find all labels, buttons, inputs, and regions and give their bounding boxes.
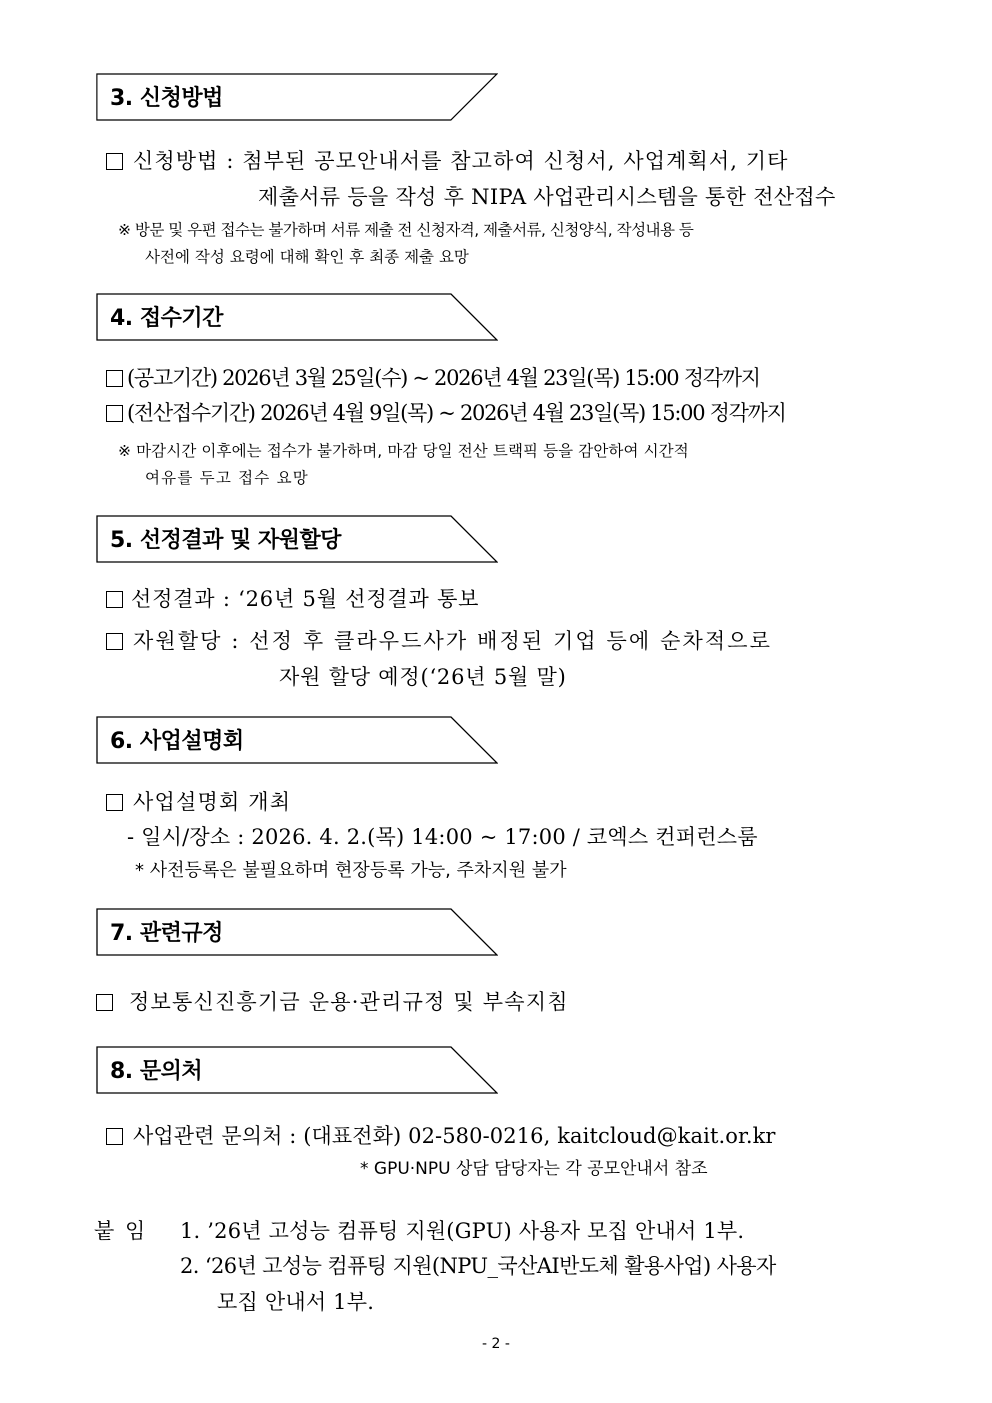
- checklist-item: [106, 583, 479, 613]
- note: ※ 마감시간 이후에는 접수가 불가하며, 마감 당일 전산 트랙픽 등을 감안하여 시간적: [118, 442, 689, 460]
- section-title: 7. 관련규정: [110, 921, 223, 946]
- checkbox-icon: [106, 370, 123, 387]
- item-text: 사업관련 문의처 : (대표전화) 02-580-0216, kaitcloud@kait.or.kr: [133, 1124, 776, 1148]
- sub-item: - 일시/장소 : 2026. 4. 2.(목) 14:00 ~ 17:00 / 코엑스 컨퍼런스룸: [127, 825, 758, 849]
- checkbox-icon: [96, 994, 113, 1011]
- section-header-8: [96, 1046, 498, 1094]
- section-title: 3. 신청방법: [110, 86, 223, 111]
- attachment-item-continuation: 모집 안내서 1부.: [217, 1290, 375, 1314]
- checkbox-icon: [106, 153, 123, 170]
- sub-note: * 사전등록은 불필요하며 현장등록 가능, 주차지원 불가: [135, 860, 567, 881]
- checklist-item: [106, 1120, 776, 1150]
- section-title: 5. 선정결과 및 자원할당: [110, 528, 341, 553]
- checklist-item: [106, 786, 291, 816]
- item-text: (전산접수기간) 2026년 4월 9일(목) ~ 2026년 4월 23일(목) 15:00 정각까지: [127, 401, 786, 425]
- item-text: 선정결과 : ‘26년 5월 선정결과 통보: [131, 587, 480, 611]
- section-header-7: [96, 908, 498, 956]
- checklist-item: [96, 986, 569, 1016]
- checkbox-icon: [106, 794, 123, 811]
- item-continuation: 자원 할당 예정(‘26년 5월 말): [279, 665, 567, 689]
- checkbox-icon: [106, 1128, 123, 1145]
- sub-note: * GPU·NPU 상담 담당자는 각 공모안내서 참조: [360, 1159, 708, 1179]
- section-title: 4. 접수기간: [110, 306, 223, 331]
- checklist-item: [106, 397, 786, 427]
- section-header-4: [96, 293, 498, 341]
- note-continuation: 여유를 두고 접수 요망: [145, 469, 309, 487]
- note-continuation: 사전에 작성 요령에 대해 확인 후 최종 제출 요망: [145, 248, 469, 266]
- section-header-5: [96, 515, 498, 563]
- section-header-6: [96, 716, 498, 764]
- attachment-item: 1. ’26년 고성능 컴퓨팅 지원(GPU) 사용자 모집 안내서 1부.: [180, 1219, 745, 1243]
- checkbox-icon: [106, 633, 123, 650]
- checklist-item: [106, 145, 789, 175]
- attachments-label: 붙 임: [94, 1219, 148, 1243]
- item-text: 신청방법 : 첨부된 공모안내서를 참고하여 신청서, 사업계획서, 기타: [133, 149, 789, 173]
- attachment-item: 2. ‘26년 고성능 컴퓨팅 지원(NPU_국산AI반도체 활용사업) 사용자: [180, 1254, 776, 1278]
- checkbox-icon: [106, 405, 123, 422]
- checklist-item: [106, 625, 772, 655]
- checkbox-icon: [106, 591, 123, 608]
- checklist-item: [106, 362, 760, 392]
- note: ※ 방문 및 우편 접수는 불가하며 서류 제출 전 신청자격, 제출서류, 신청양식, 작성내용 등: [118, 221, 694, 239]
- item-text: 사업설명회 개최: [133, 790, 292, 814]
- section-title: 6. 사업설명회: [110, 729, 244, 754]
- item-text: (공고기간) 2026년 3월 25일(수) ~ 2026년 4월 23일(목) 15:00 정각까지: [127, 366, 760, 390]
- item-text: 자원할당 : 선정 후 클라우드사가 배정된 기업 등에 순차적으로: [133, 629, 773, 653]
- item-text: 정보통신진흥기금 운용·관리규정 및 부속지침: [129, 990, 569, 1014]
- section-title: 8. 문의처: [110, 1059, 203, 1084]
- section-header-3: [96, 73, 498, 121]
- page-number: - 2 -: [482, 1336, 510, 1352]
- item-continuation: 제출서류 등을 작성 후 NIPA 사업관리시스템을 통한 전산접수: [258, 185, 836, 209]
